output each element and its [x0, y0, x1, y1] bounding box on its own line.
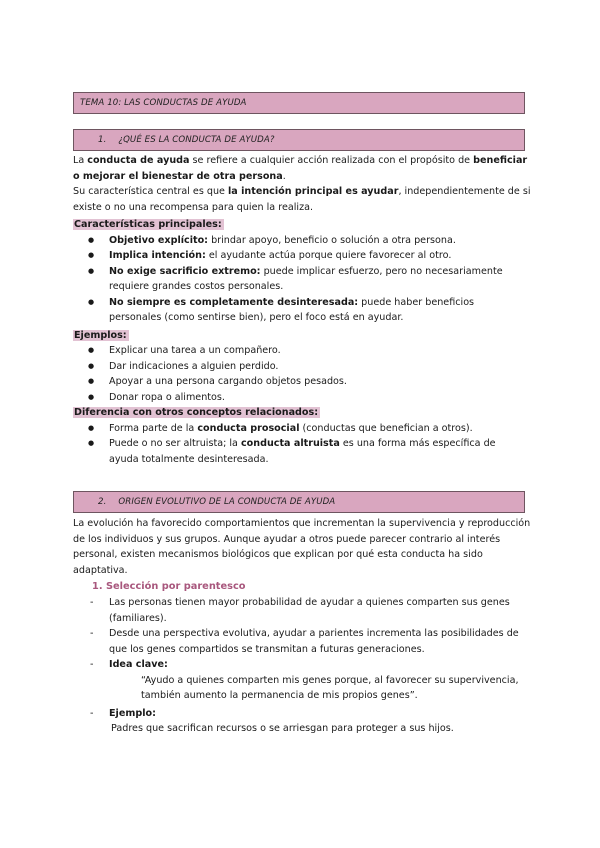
section-2-title: ORIGEN EVOLUTIVO DE LA CONDUCTA DE AYUDA: [118, 497, 336, 507]
parentesco-list: [73, 595, 531, 673]
section-1-header: [73, 129, 525, 151]
characteristic-paragraph: Su característica central es que la intención principal es ayudar, independientemente de si existe o no una recompensa para quien la realiza.: [73, 186, 531, 213]
section-1-title: ¿QUÉ ES LA CONDUCTA DE AYUDA?: [118, 135, 275, 145]
idea-clave-quote: “Ayudo a quienes comparten mis genes porque, al favorecer su supervivencia, también aumento la permanencia de mis propios genes”.: [141, 674, 519, 701]
list-item: ● Objetivo explícito: brindar apoyo, beneficio o solución a otra persona.: [73, 233, 533, 249]
list-item: ● Puede o no ser altruista; la conducta altruista es una forma más específica de ayuda totalmente desinteresada.: [73, 436, 533, 467]
list-item: ● Explicar una tarea a un compañero.: [73, 343, 533, 359]
ejemplo-text: Padres que sacrifican recursos o se arriesgan para proteger a sus hijos.: [111, 723, 454, 734]
definition-paragraph: La conducta de ayuda se refiere a cualquier acción realizada con el propósito de beneficiar o mejorar el bienestar de otra persona.: [73, 155, 528, 182]
caracteristicas-heading: Características principales:: [74, 219, 222, 230]
list-item: [73, 706, 531, 722]
list-item: - Desde una perspectiva evolutiva, ayudar a parientes incrementa las posibilidades de que los genes compartidos se transmitan a futuras generaciones.: [73, 626, 531, 657]
list-item: [73, 657, 531, 673]
list-item: ● Forma parte de la conducta prosocial (conductas que benefician a otros).: [73, 421, 533, 437]
section-1-body: [73, 153, 533, 467]
list-item: ● Implica intención: el ayudante actúa porque quiere favorecer al otro.: [73, 248, 533, 264]
ejemplo-list: [73, 706, 531, 722]
idea-clave-label: Idea clave:: [109, 659, 168, 670]
term-intencion: la intención principal es ayudar: [228, 186, 399, 197]
term-conducta-ayuda: conducta de ayuda: [87, 155, 190, 166]
topic-title: TEMA 10: LAS CONDUCTAS DE AYUDA: [80, 98, 247, 108]
ejemplos-list: [73, 343, 533, 405]
list-item: ● Dar indicaciones a alguien perdido.: [73, 359, 533, 375]
diferencia-list: [73, 421, 533, 468]
subsection-parentesco: 1. Selección por parentesco: [92, 581, 246, 592]
list-item: ● No exige sacrificio extremo: puede implicar esfuerzo, pero no necesariamente requiere grandes costos personales.: [73, 264, 533, 295]
list-item: ● Apoyar a una persona cargando objetos pesados.: [73, 374, 533, 390]
list-item: ● No siempre es completamente desinteresada: puede haber beneficios personales (como sentirse bien), pero el foco está en ayudar.: [73, 295, 533, 326]
evolution-intro: La evolución ha favorecido comportamientos que incrementan la supervivencia y reproducción de los individuos y sus grupos. Aunque ayudar a otros puede parecer contrario al interés personal, existen mecanismos biológicos que explican por qué esta conducta ha sido adaptativa.: [73, 518, 531, 576]
list-item: - Las personas tienen mayor probabilidad de ayudar a quienes comparten sus genes (familiares).: [73, 595, 531, 626]
section-1-number: 1.: [98, 135, 107, 145]
ejemplo-label: Ejemplo:: [109, 707, 156, 719]
term-beneficiar: beneficiar o mejorar el bienestar de otra persona: [73, 155, 528, 182]
section-2-number: 2.: [98, 497, 107, 507]
caracteristicas-list: [73, 233, 533, 326]
diferencia-heading: Diferencia con otros conceptos relacionados:: [74, 407, 319, 418]
ejemplos-heading: Ejemplos:: [74, 329, 127, 341]
section-2-body: [73, 516, 531, 737]
topic-header: [73, 92, 525, 114]
list-item: ● Donar ropa o alimentos.: [73, 390, 533, 406]
section-2-header: [73, 491, 525, 513]
